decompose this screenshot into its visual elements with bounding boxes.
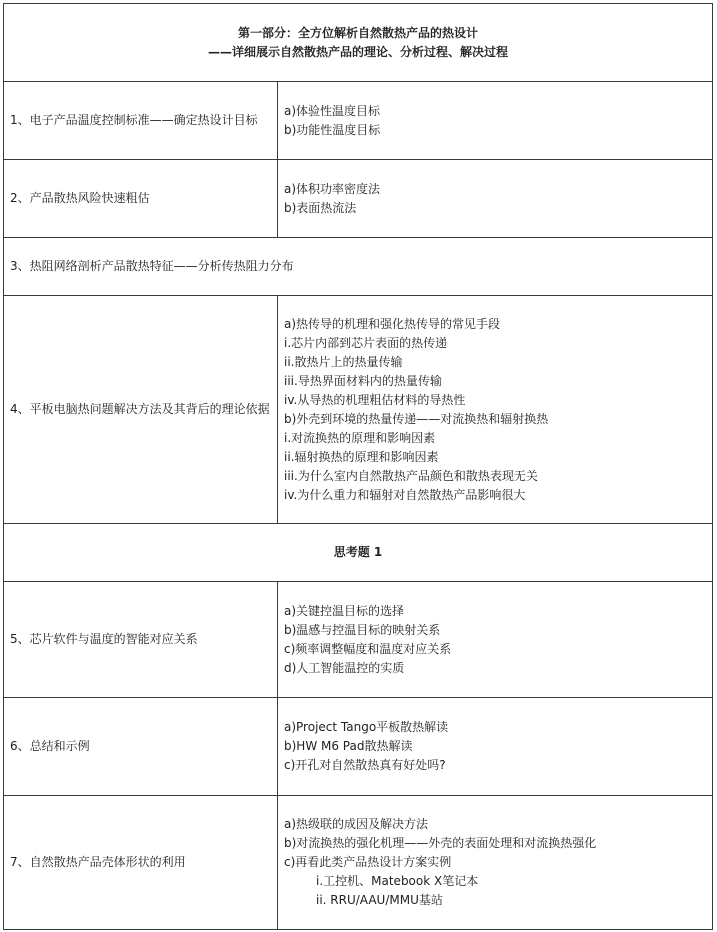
header-cell	[4, 4, 713, 82]
list-item: b)功能性温度目标	[284, 122, 381, 137]
list-item: i.芯片内部到芯片表面的热传递	[284, 335, 448, 350]
list-item: iv.从导热的机理粗估材料的导热性	[284, 392, 466, 407]
list-item: b)温感与控温目标的映射关系	[284, 622, 441, 637]
list-item: a)关键控温目标的选择	[284, 603, 405, 618]
topic-cell: 7、自然散热产品壳体形状的利用	[4, 796, 278, 930]
outline-document	[3, 3, 712, 930]
list-item: d)人工智能温控的实质	[284, 660, 405, 675]
items-cell	[278, 296, 713, 524]
document-title: 第一部分：全方位解析自然散热产品的热设计	[238, 25, 479, 40]
items-cell	[278, 82, 713, 160]
list-item: a)热级联的成因及解决方法	[284, 817, 429, 831]
topic-cell-wide: 3、热阻网络剖析产品散热特征——分析传热阻力分布	[4, 238, 713, 296]
table-row	[4, 796, 713, 930]
items-cell	[278, 582, 713, 698]
topic-cell: 1、电子产品温度控制标准——确定热设计目标	[4, 82, 278, 160]
list-item: a)热传导的机理和强化热传导的常见手段	[284, 316, 501, 331]
list-item: ii.散热片上的热量传输	[284, 354, 403, 369]
topic-cell: 6、总结和示例	[4, 698, 278, 796]
table-row	[4, 238, 713, 296]
items-cell	[278, 698, 713, 796]
list-item: a)体验性温度目标	[284, 103, 381, 118]
list-subitem: ii. RRU/AAU/MMU基站	[316, 893, 443, 907]
section-row	[4, 524, 713, 582]
table-row	[4, 698, 713, 796]
header-row	[4, 4, 713, 82]
list-item: a)Project Tango平板散热解读	[284, 720, 449, 734]
list-item: b)对流换热的强化机理——外壳的表面处理和对流换热强化	[284, 836, 597, 850]
section-heading: 思考题 1	[4, 524, 713, 582]
document-subtitle: ——详细展示自然散热产品的理论、分析过程、解决过程	[208, 44, 509, 59]
list-item: b)表面热流法	[284, 200, 357, 215]
list-item: c)再看此类产品热设计方案实例	[284, 855, 452, 869]
list-item: iii.为什么室内自然散热产品颜色和散热表现无关	[284, 468, 538, 483]
topic-cell: 4、平板电脑热问题解决方法及其背后的理论依据	[4, 296, 278, 524]
table-row	[4, 296, 713, 524]
list-item: c)开孔对自然散热真有好处吗?	[284, 758, 446, 772]
outline-table	[3, 3, 713, 930]
table-row	[4, 582, 713, 698]
list-item: iii.导热界面材料内的热量传输	[284, 373, 442, 388]
items-cell	[278, 796, 713, 930]
list-item: i.对流换热的原理和影响因素	[284, 430, 436, 445]
topic-cell: 5、芯片软件与温度的智能对应关系	[4, 582, 278, 698]
list-subitem: i.工控机、Matebook X笔记本	[316, 874, 479, 888]
table-row	[4, 160, 713, 238]
table-row	[4, 82, 713, 160]
list-item: iv.为什么重力和辐射对自然散热产品影响很大	[284, 487, 526, 502]
list-item: b)外壳到环境的热量传递——对流换热和辐射换热	[284, 411, 549, 426]
list-item: b)HW M6 Pad散热解读	[284, 739, 413, 753]
list-item: a)体积功率密度法	[284, 181, 381, 196]
topic-cell: 2、产品散热风险快速粗估	[4, 160, 278, 238]
items-cell	[278, 160, 713, 238]
list-item: ii.辐射换热的原理和影响因素	[284, 449, 439, 464]
list-item: c)频率调整幅度和温度对应关系	[284, 641, 452, 656]
